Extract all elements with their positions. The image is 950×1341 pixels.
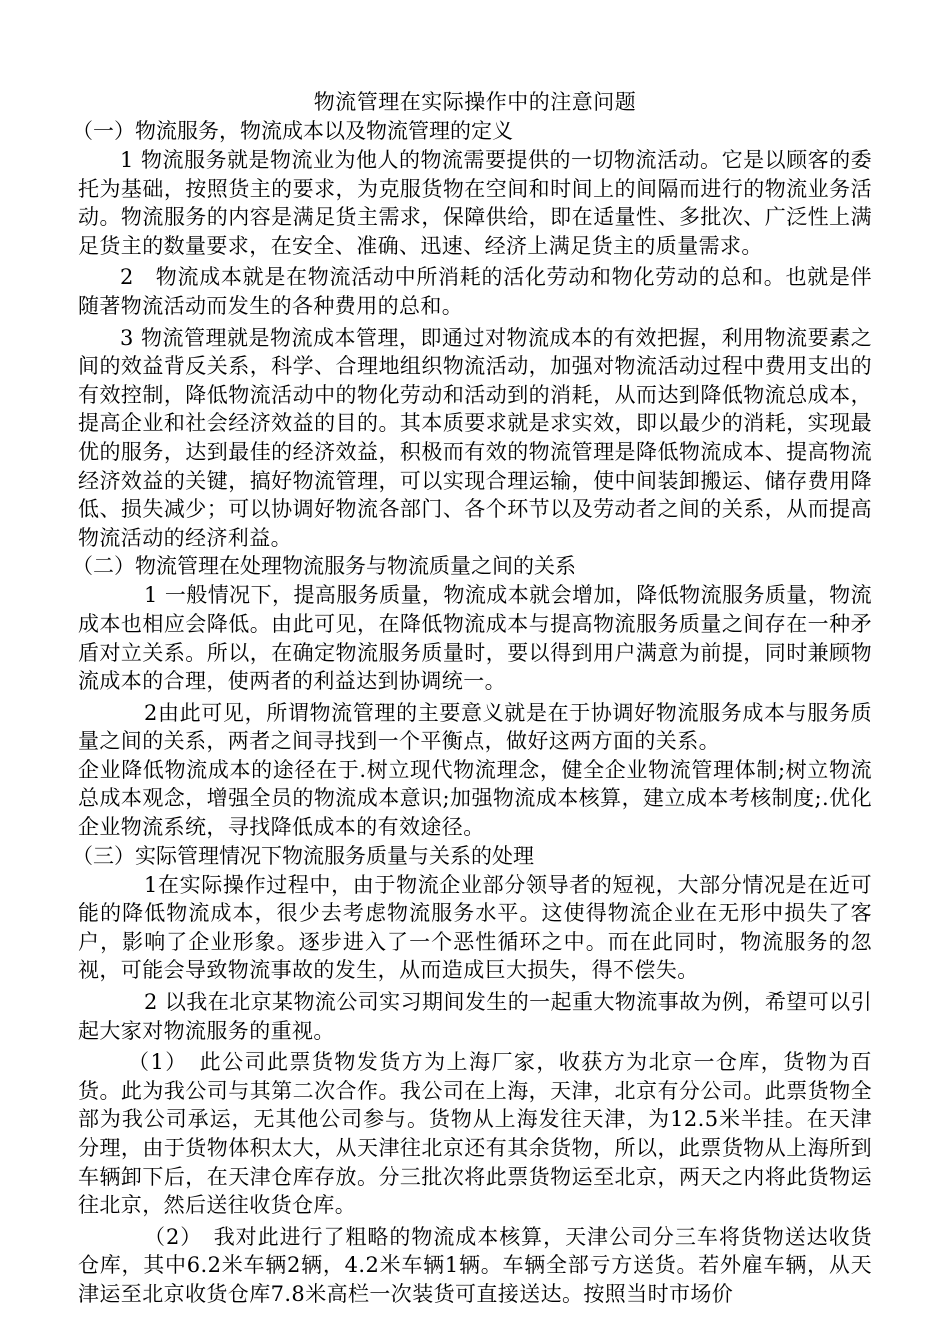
paragraph: 2 以我在北京某物流公司实习期间发生的一起重大物流事故为例，希望可以引起大家对物流服务的重视。 bbox=[78, 990, 872, 1043]
paragraph: （2） 我对此进行了粗略的物流成本核算，天津公司分三车将货物送达收货仓库，其中6.2米车辆2辆，4.2米车辆1辆。车辆全部亏方送货。若外雇车辆，从天津运至北京收货仓库7.8米高栏一次装货可直接送达。按照当时市场价 bbox=[78, 1224, 872, 1306]
paragraph: 1在实际操作过程中，由于物流企业部分领导者的短视，大部分情况是在近可能的降低物流成本，很少去考虑物流服务水平。这使得物流企业在无形中损失了客户，影响了企业形象。逐步进入了一个恶性循环之中。而在此同时，物流服务的忽视，可能会导致物流事故的发生，从而造成巨大损失，得不偿失。 bbox=[78, 872, 872, 983]
document-title: 物流管理在实际操作中的注意问题 bbox=[313, 90, 637, 114]
paragraph: 1 一般情况下，提高服务质量，物流成本就会增加，降低物流服务质量，物流成本也相应会降低。由此可见，在降低物流成本与提高物流服务质量之间存在一种矛盾对立关系。所以，在确定物流服务质量时，要以得到用户满意为前提，同时兼顾物流成本的合理，使两者的利益达到协调统一。 bbox=[78, 583, 872, 694]
paragraph: （1） 此公司此票货物发货方为上海厂家，收获方为北京一仓库，货物为百货。此为我公司与其第二次合作。我公司在上海，天津，北京有分公司。此票货物全部为我公司承运，无其他公司参与。货物从上海发往天津，为12.5米半挂。在天津分理，由于货物体积太大，从天津往北京还有其余货物，所以，此票货物从上海所到车辆卸下后，在天津仓库存放。分三批次将此票货物运至北京，两天之内将此货物运往北京，然后送往收货仓库。 bbox=[78, 1050, 872, 1218]
paragraph: 2由此可见，所谓物流管理的主要意义就是在于协调好物流服务成本与服务质量之间的关系，两者之间寻找到一个平衡点，做好这两方面的关系。 bbox=[78, 700, 872, 754]
paragraph: 1 物流服务就是物流业为他人的物流需要提供的一切物流活动。它是以顾客的委托为基础，按照货主的要求，为克服货物在空间和时间上的间隔而进行的物流业务活动。物流服务的内容是满足货主需求，保障供给，即在适量性、多批次、广泛性上满足货主的数量要求，在安全、准确、迅速、经济上满足货主的质量需求。 bbox=[78, 148, 872, 258]
paragraph: 2 物流成本就是在物流活动中所消耗的活化劳动和物化劳动的总和。也就是伴随著物流活动而发生的各种费用的总和。 bbox=[78, 265, 872, 318]
paragraph: 3 物流管理就是物流成本管理，即通过对物流成本的有效把握，利用物流要素之间的效益背反关系，科学、合理地组织物流活动，加强对物流活动过程中费用支出的有效控制，降低物流活动中的物化劳动和活动到的消耗，从而达到降低物流总成本，提高企业和社会经济效益的目的。其本质要求就是求实效，即以最少的消耗，实现最优的服务，达到最佳的经济效益，积极而有效的物流管理是降低物流成本、提高物流经济效益的关键，搞好物流管理，可以实现合理运输，使中间装卸搬运、储存费用降低、损失减少；可以协调好物流各部门、各个环节以及劳动者之间的关系，从而提高物流活动的经济利益。 bbox=[78, 325, 872, 550]
section-heading-2: （二）物流管理在处理物流服务与物流质量之间的关系 bbox=[72, 554, 576, 579]
section-heading-1: （一）物流服务，物流成本以及物流管理的定义 bbox=[72, 119, 513, 143]
section-heading-3: （三）实际管理情况下物流服务质量与关系的处理 bbox=[72, 843, 534, 868]
paragraph: 企业降低物流成本的途径在于.树立现代物流理念，健全企业物流管理体制;树立物流总成本观念，增强全员的物流成本意识;加强物流成本核算，建立成本考核制度;.优化企业物流系统，寻找降低成本的有效途径。 bbox=[78, 757, 872, 840]
document-page bbox=[72, 88, 872, 1309]
